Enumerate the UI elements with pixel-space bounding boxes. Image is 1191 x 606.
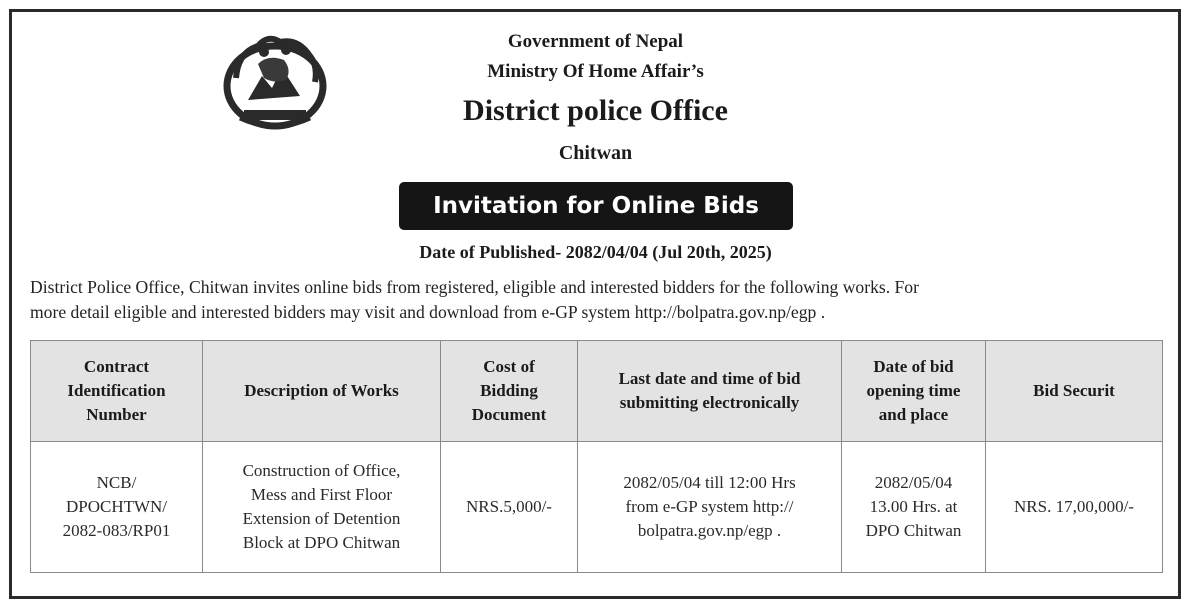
cell-line: Block at DPO Chitwan	[242, 533, 401, 552]
intro-line: more detail eligible and interested bidders may visit and download from e-GP system http://bolpatra.gov.np/egp .	[30, 302, 826, 322]
cell-line: NCB/	[96, 473, 137, 492]
header-line: Last date and time of bid	[618, 369, 801, 388]
header-contract-id	[31, 341, 203, 442]
header-line: Date of bid	[873, 357, 954, 376]
header-description	[203, 341, 441, 442]
header-last-date	[578, 341, 842, 442]
cell-line: NRS.5,000/-	[466, 497, 552, 516]
cell-contract-id	[31, 442, 203, 573]
cell-bid-security	[986, 442, 1163, 573]
cell-cost	[441, 442, 578, 573]
header-opening	[842, 341, 986, 442]
header-line: opening time	[866, 381, 961, 400]
intro-line: District Police Office, Chitwan invites online bids from registered, eligible and interested bidders for the following works. For	[30, 277, 919, 297]
cell-line: 2082-083/RP01	[62, 521, 171, 540]
header-line: submitting electronically	[619, 393, 800, 412]
header-line: Number	[86, 405, 147, 424]
cell-line: 2082/05/04 till 12:00 Hrs	[623, 473, 796, 492]
cell-line: Mess and First Floor	[250, 485, 393, 504]
header-line: Description of Works	[244, 381, 399, 400]
cell-line: NRS. 17,00,000/-	[1014, 497, 1134, 516]
cell-line: DPO Chitwan	[865, 521, 962, 540]
cell-line: 2082/05/04	[874, 473, 953, 492]
invitation-banner-text: Invitation for Online Bids	[433, 193, 759, 219]
header-line: Cost of	[483, 357, 535, 376]
bids-table	[30, 340, 1163, 573]
cell-description	[203, 442, 441, 573]
cell-line: DPOCHTWN/	[65, 497, 168, 516]
header-line: Bid Securit	[1033, 381, 1115, 400]
table-header-row	[31, 341, 1163, 442]
header-line: Document	[471, 405, 547, 424]
government-name: Government of Nepal	[507, 31, 684, 52]
cell-line: 13.00 Hrs. at	[869, 497, 958, 516]
cell-line: bolpatra.gov.np/egp .	[637, 521, 782, 540]
header-line: and place	[878, 405, 949, 424]
intro-paragraph	[30, 275, 1170, 325]
district-name: Chitwan	[558, 142, 633, 164]
cell-opening	[842, 442, 986, 573]
invitation-banner	[399, 182, 793, 230]
table-row	[31, 442, 1163, 573]
header-cost	[441, 341, 578, 442]
published-date: Date of Published- 2082/04/04 (Jul 20th, 2025)	[419, 242, 772, 262]
header-line: Contract	[83, 357, 150, 376]
cell-line: Extension of Detention	[242, 509, 401, 528]
header-line: Identification	[67, 381, 166, 400]
header-bid-security	[986, 341, 1163, 442]
cell-line: from e-GP system http://	[625, 497, 794, 516]
header-line: Bidding	[480, 381, 538, 400]
cell-last-date	[578, 442, 842, 573]
cell-line: Construction of Office,	[242, 461, 401, 480]
ministry-name: Ministry Of Home Affair’s	[487, 61, 704, 82]
office-name: District police Office	[463, 94, 728, 127]
